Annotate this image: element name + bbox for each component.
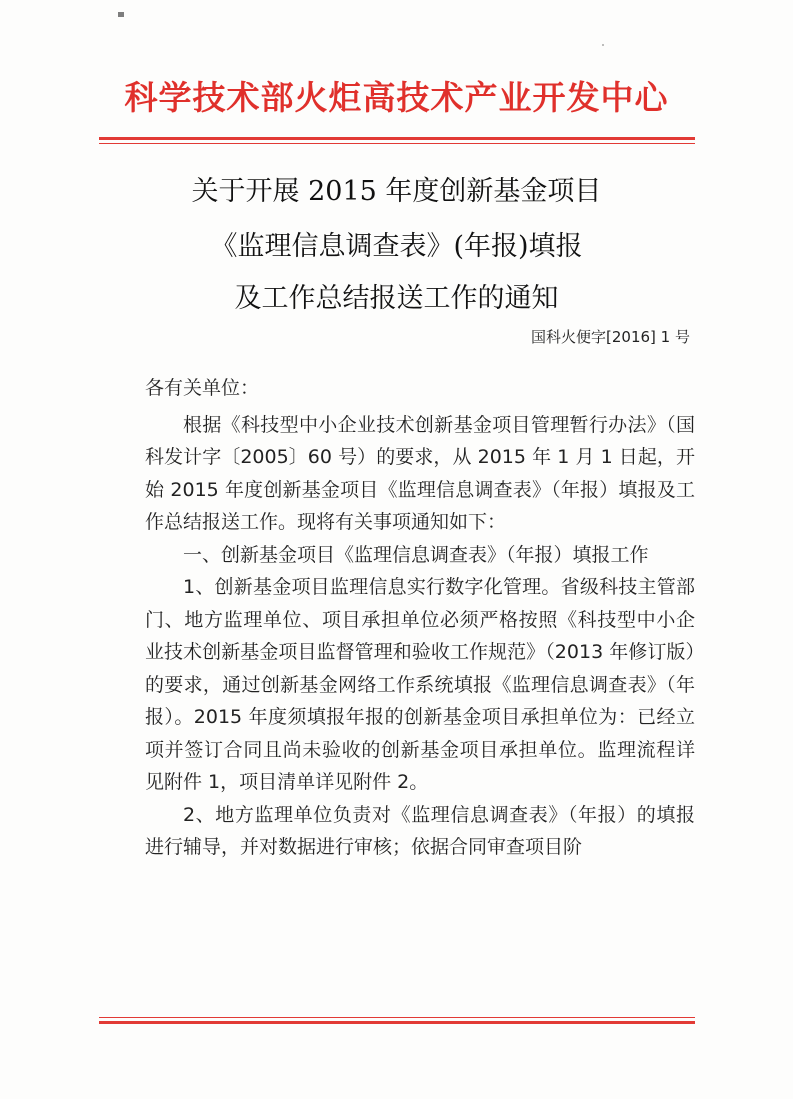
paragraph-intro: 根据《科技型中小企业技术创新基金项目管理暂行办法》（国科发计字〔2005〕60 号）的要求，从 2015 年 1 月 1 日起，开始 2015 年度创新基金项目《监理信息调查表》（年报）填报及工作总结报送工作。现将有关事项通知如下： [145,413,695,533]
notice-title-line-1: 关于开展 2015 年度创新基金项目 [191,176,602,207]
notice-body [145,372,695,864]
org-header-title: 科学技术部火炬高技术产业开发中心 [124,78,669,117]
document-number: 国科火便字[2016] 1 号 [531,328,690,346]
header-rule-thick [99,137,695,140]
footer-rule-thick [99,1021,695,1024]
paragraph-item-2: 2、地方监理单位负责对《监理信息调查表》（年报）的填报进行辅导，并对数据进行审核；依据合同审查项目阶 [145,803,695,858]
footer-rule-thin [99,1017,695,1018]
paragraph-item-1: 1、创新基金项目监理信息实行数字化管理。省级科技主管部门、地方监理单位、项目承担单位必须严格按照《科技型中小企业技术创新基金项目监督管理和验收工作规范》（2013 年修订版）的要求，通过创新基金网络工作系统填报《监理信息调查表》（年报）。2015 年度须填报年报的创新基金项目承担单位为：已经立项并签订合同且尚未验收的创新基金项目承担单位。监理流程详见附件 1，项目清单详见附件 2。 [145,576,695,793]
notice-title-line-3: 及工作总结报送工作的通知 [234,283,559,314]
notice-title-line-2: 《监理信息调查表》(年报)填报 [210,231,583,262]
salutation: 各有关单位： [145,377,260,399]
section-heading-1: 一、创新基金项目《监理信息调查表》（年报）填报工作 [183,543,649,566]
header-rule-thin [99,143,695,144]
